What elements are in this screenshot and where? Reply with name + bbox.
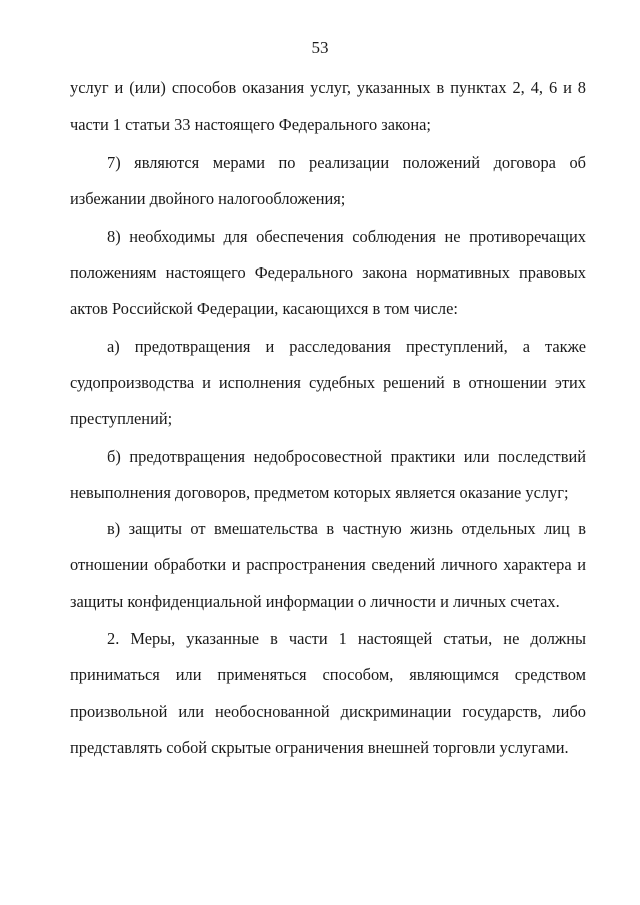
page-number: 53 xyxy=(311,38,329,57)
text-line: защиты конфиденциальной информации о личности и личных счетах. xyxy=(70,592,560,611)
text-line: части 1 статьи 33 настоящего Федерального закона; xyxy=(70,115,431,134)
text-line: а) предотвращения и расследования преступлений, а также xyxy=(107,337,586,356)
text-line: преступлений; xyxy=(70,409,173,428)
text-line: б) предотвращения недобросовестной практики или последствий xyxy=(107,447,586,466)
text-line: 8) необходимы для обеспечения соблюдения не противоречащих xyxy=(107,227,586,246)
text-line: приниматься или применяться способом, являющимся средством xyxy=(70,665,586,684)
text-line: избежании двойного налогообложения; xyxy=(70,189,346,208)
text-line: невыполнения договоров, предметом которых является оказание услуг; xyxy=(70,483,569,502)
text-line: 7) являются мерами по реализации положений договора об xyxy=(107,153,586,172)
text-line: отношении обработки и распространения сведений личного характера и xyxy=(70,555,586,574)
text-line: произвольной или необоснованной дискриминации государств, либо xyxy=(70,702,586,721)
text-line: актов Российской Федерации, касающихся в том числе: xyxy=(70,299,458,318)
text-line: положениям настоящего Федерального закона нормативных правовых xyxy=(70,263,586,282)
text-line: судопроизводства и исполнения судебных решений в отношении этих xyxy=(70,373,586,392)
text-line: представлять собой скрытые ограничения внешней торговли услугами. xyxy=(70,738,569,757)
text-line: в) защиты от вмешательства в частную жизнь отдельных лиц в xyxy=(107,519,586,538)
text-line: услуг и (или) способов оказания услуг, указанных в пунктах 2, 4, 6 и 8 xyxy=(70,78,586,97)
text-line: 2. Меры, указанные в части 1 настоящей статьи, не должны xyxy=(107,629,586,648)
